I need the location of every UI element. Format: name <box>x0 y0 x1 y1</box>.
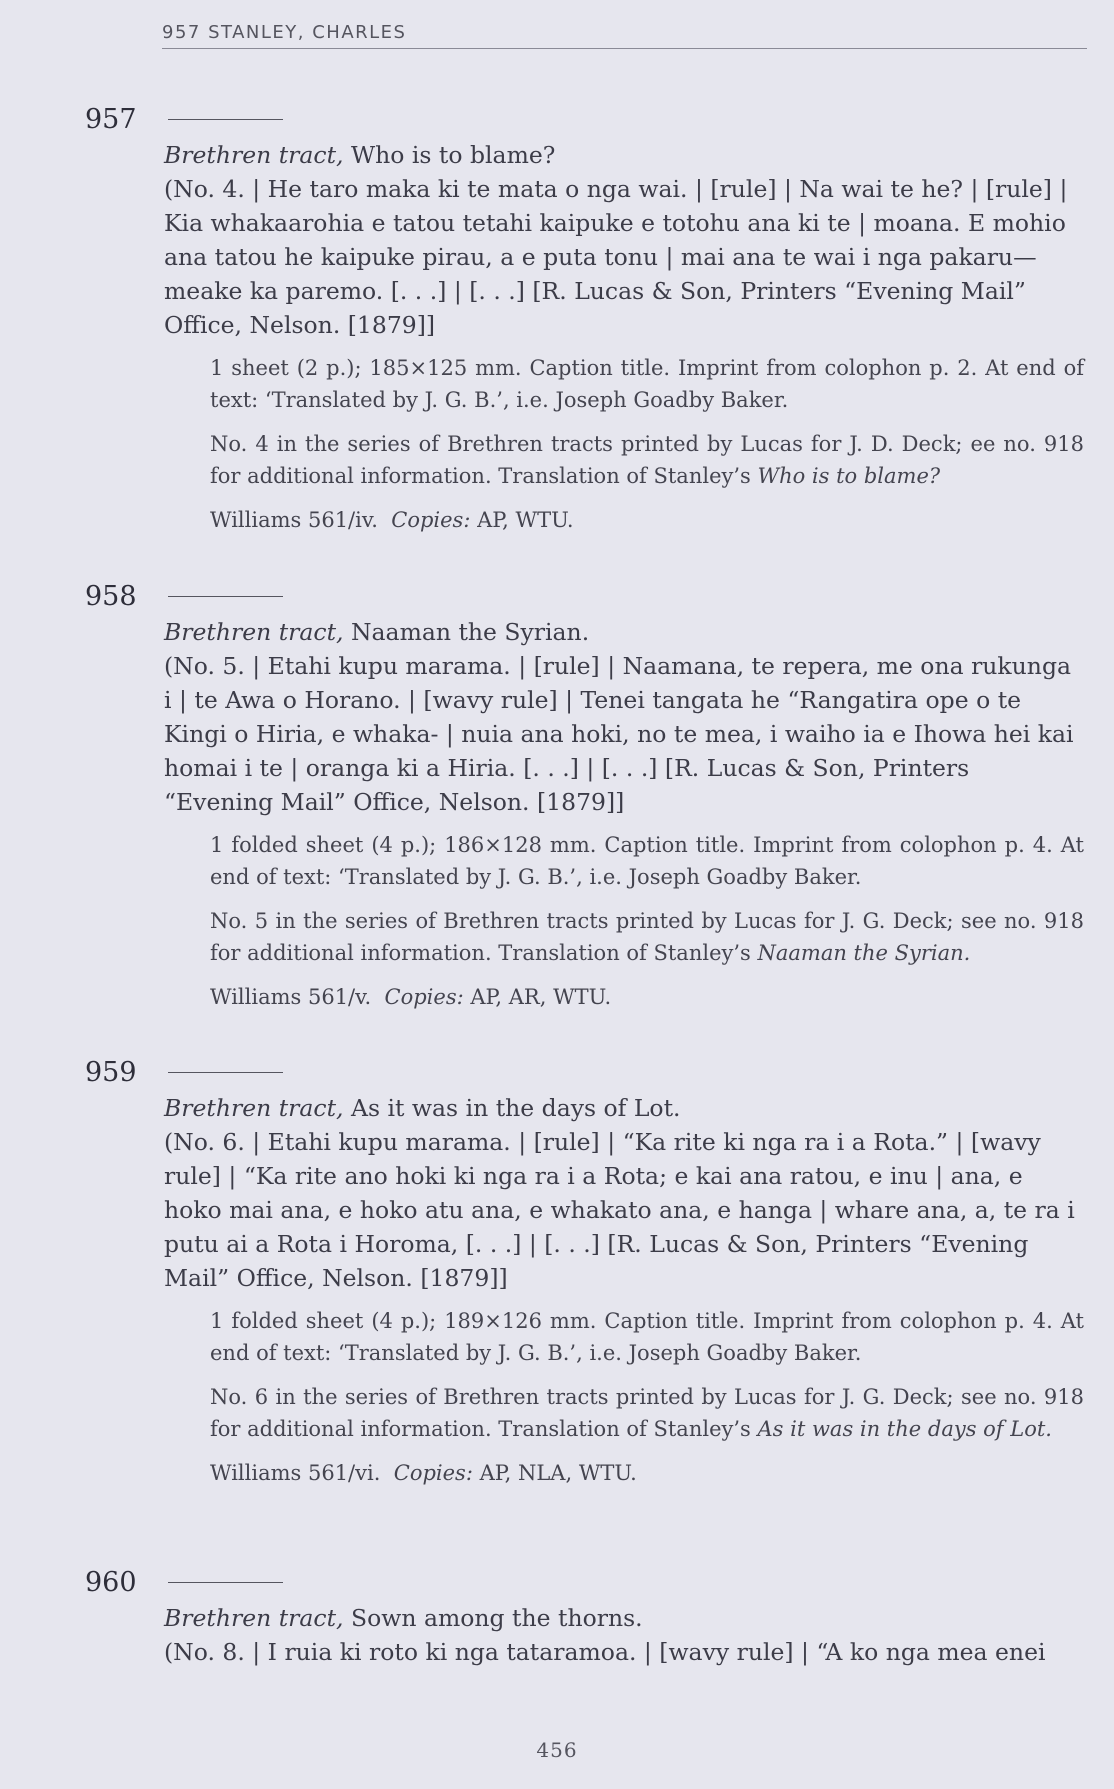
entry-body <box>164 1091 1084 1489</box>
entry-body <box>164 1601 1084 1669</box>
series-note <box>210 1381 1084 1445</box>
references <box>210 1457 1084 1489</box>
physical-description: 1 folded sheet (4 p.); 186×128 mm. Caption title. Imprint from colophon p. 4. At end of text: ‘Translated by J. G. B.’, i.e. Joseph Goadby Baker. <box>210 833 1084 889</box>
original-title: As it was in the days of Lot. <box>757 1417 1052 1441</box>
original-title: Who is to blame? <box>757 464 941 488</box>
entry-rule <box>168 596 283 597</box>
entry-number: 958 <box>85 581 137 612</box>
transcription: (No. 6. | Etahi kupu marama. | [rule] | “Ka rite ki nga ra i a Rota.” | [wavy rule] | “Ka rite ano hoki ki nga ra i a Rota; e kai ana ratou, e inu | ana, e hoko mai ana, e hoko atu ana, e whakato ana, e hanga | whare ana, a, te ra i putu ai a Rota i Horoma, [. . .] | [. . .] [R. Lucas & Son, Printers “Evening Mail” Office, Nelson. [1879]] <box>164 1128 1075 1292</box>
entry-rule <box>168 1582 283 1583</box>
entry-title <box>164 138 1084 172</box>
running-head: 957 STANLEY, CHARLES <box>162 22 1087 49</box>
entry-title <box>164 1091 1084 1125</box>
series-name: Brethren tract, <box>164 1604 344 1632</box>
transcription: (No. 5. | Etahi kupu marama. | [rule] | Naamana, te repera, me ona rukunga i | te Awa o Horano. | [wavy rule] | Tenei tangata he “Rangatira ope o te Kingi o Hiria, e whaka- | nuia ana hoki, no te mea, i waiho ia e Ihowa hei kai homai i te | oranga ki a Hiria. [. . .] | [. . .] [R. Lucas & Son, Printers “Evening Mail” Office, Nelson. [1879]] <box>164 652 1074 816</box>
series-note <box>210 905 1084 969</box>
reference: Williams 561/vi. <box>210 1461 381 1485</box>
physical-description: 1 sheet (2 p.); 185×125 mm. Caption title. Imprint from colophon p. 2. At end of text: ‘Translated by J. G. B.’, i.e. Joseph Goadby Baker. <box>210 356 1084 412</box>
entry-rule <box>168 119 283 120</box>
series-note-text: No. 4 in the series of Brethren tracts printed by Lucas for J. D. Deck; ee no. 918 for additional information. Translation of Stanley’s <box>210 432 1084 488</box>
title-text: Sown among the thorns. <box>350 1604 643 1632</box>
copies: AP, WTU. <box>477 508 574 532</box>
title-text: As it was in the days of Lot. <box>350 1094 681 1122</box>
series-name: Brethren tract, <box>164 618 344 646</box>
series-note-text: No. 5 in the series of Brethren tracts printed by Lucas for J. G. Deck; see no. 918 for additional information. Translation of Stanley’s <box>210 909 1084 965</box>
series-note <box>210 428 1084 492</box>
title-text: Who is to blame? <box>350 141 556 169</box>
entry-rule <box>168 1072 283 1073</box>
original-title: Naaman the Syrian. <box>757 941 971 965</box>
reference: Williams 561/iv. <box>210 508 378 532</box>
entry-body <box>164 615 1084 1013</box>
references <box>210 981 1084 1013</box>
page-number: 456 <box>536 1738 578 1762</box>
entry-number: 957 <box>85 104 137 135</box>
transcription: (No. 8. | I ruia ki roto ki nga tataramoa. | [wavy rule] | “A ko nga mea enei <box>164 1638 1046 1666</box>
copies-label: Copies: <box>393 1461 473 1485</box>
title-text: Naaman the Syrian. <box>350 618 590 646</box>
physical-description: 1 folded sheet (4 p.); 189×126 mm. Caption title. Imprint from colophon p. 4. At end of text: ‘Translated by J. G. B.’, i.e. Joseph Goadby Baker. <box>210 1309 1084 1365</box>
entry-number: 960 <box>85 1567 137 1598</box>
transcription: (No. 4. | He taro maka ki te mata o nga wai. | [rule] | Na wai te he? | [rule] | Kia whakaarohia e tatou tetahi kaipuke e totohu ana ki te | moana. E mohio ana tatou he kaipuke pirau, a e puta tonu | mai ana te wai i nga pakaru—meake ka paremo. [. . .] | [. . .] [R. Lucas & Son, Printers “Evening Mail” Office, Nelson. [1879]] <box>164 175 1068 339</box>
series-name: Brethren tract, <box>164 1094 344 1122</box>
series-note-text: No. 6 in the series of Brethren tracts printed by Lucas for J. G. Deck; see no. 918 for additional information. Translation of Stanley’s <box>210 1385 1084 1441</box>
copies-label: Copies: <box>391 508 471 532</box>
references <box>210 504 1084 536</box>
copies: AP, AR, WTU. <box>470 985 612 1009</box>
reference: Williams 561/v. <box>210 985 372 1009</box>
entry-body <box>164 138 1084 536</box>
series-name: Brethren tract, <box>164 141 344 169</box>
entry-number: 959 <box>85 1057 137 1088</box>
copies-label: Copies: <box>384 985 464 1009</box>
copies: AP, NLA, WTU. <box>479 1461 637 1485</box>
entry-title <box>164 615 1084 649</box>
entry-title <box>164 1601 1084 1635</box>
